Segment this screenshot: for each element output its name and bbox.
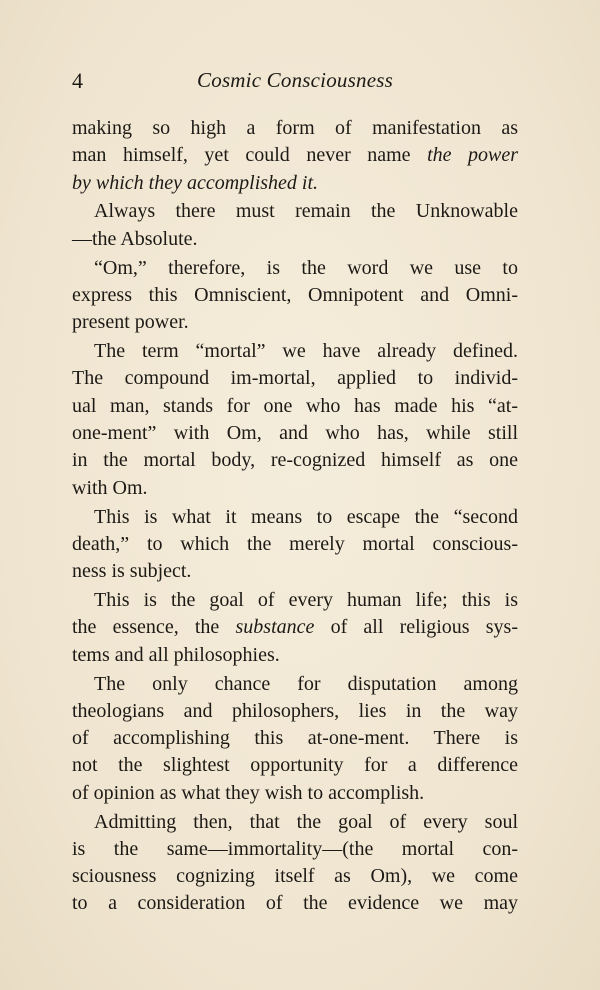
text-line: The term “mortal” we have already defined. (94, 340, 518, 363)
text-line: ness is subject. (72, 560, 192, 583)
page-header (72, 68, 518, 98)
text-line: with Om. (72, 476, 148, 499)
text-line: The compound im-mortal, applied to individ- (72, 367, 518, 390)
text-line: death,” to which the merely mortal conscious- (72, 532, 518, 555)
text-line: tems and all philosophies. (72, 643, 280, 666)
text-line: This is the goal of every human life; this is (94, 589, 518, 612)
text-line: is the same—immortality—(the mortal con- (72, 837, 518, 860)
paragraph (72, 504, 518, 586)
text-line: ual man, stands for one who has made his “at- (72, 394, 518, 417)
text-line: present power. (72, 311, 189, 334)
paragraph (72, 671, 518, 807)
text-line: “Om,” therefore, is the word we use to (94, 256, 518, 279)
text-line: —the Absolute. (72, 227, 198, 250)
text-line: one-ment” with Om, and who has, while still (72, 422, 518, 445)
text-line: by which they accomplished it. (72, 171, 319, 194)
text-line: man himself, yet could never name the power (72, 144, 519, 167)
text-line: Admitting then, that the goal of every soul (94, 810, 518, 833)
paragraph (72, 809, 518, 918)
text-line: making so high a form of manifestation as (72, 117, 518, 139)
page-number: 4 (72, 68, 83, 93)
text-line: Always there must remain the Unknowable (94, 200, 518, 223)
text-line: of opinion as what they wish to accomplish. (72, 781, 425, 804)
text-line: in the mortal body, re-cognized himself as one (72, 449, 518, 472)
paragraph (72, 115, 518, 197)
italic-phrase: substance (235, 616, 315, 639)
body-text (72, 115, 518, 918)
text-line: This is what it means to escape the “second (94, 505, 518, 528)
paragraph (72, 255, 518, 337)
text-line: express this Omniscient, Omnipotent and Omni- (72, 283, 518, 306)
italic-phrase: the power (427, 144, 519, 167)
text-line: of accomplishing this at-one-ment. There is (72, 727, 518, 750)
text-line: theologians and philosophers, lies in the way (72, 699, 518, 722)
text-line: the essence, the substance of all religious sys- (72, 616, 518, 639)
text-line: sciousness cognizing itself as Om), we come (72, 865, 518, 888)
running-title: Cosmic Consciousness (197, 68, 393, 92)
text-line: not the slightest opportunity for a difference (72, 754, 518, 777)
text-line: The only chance for disputation among (94, 672, 518, 695)
text-line: to a consideration of the evidence we may (72, 892, 518, 915)
paragraph (72, 338, 518, 502)
paragraph (72, 198, 518, 253)
paragraph (72, 587, 518, 669)
